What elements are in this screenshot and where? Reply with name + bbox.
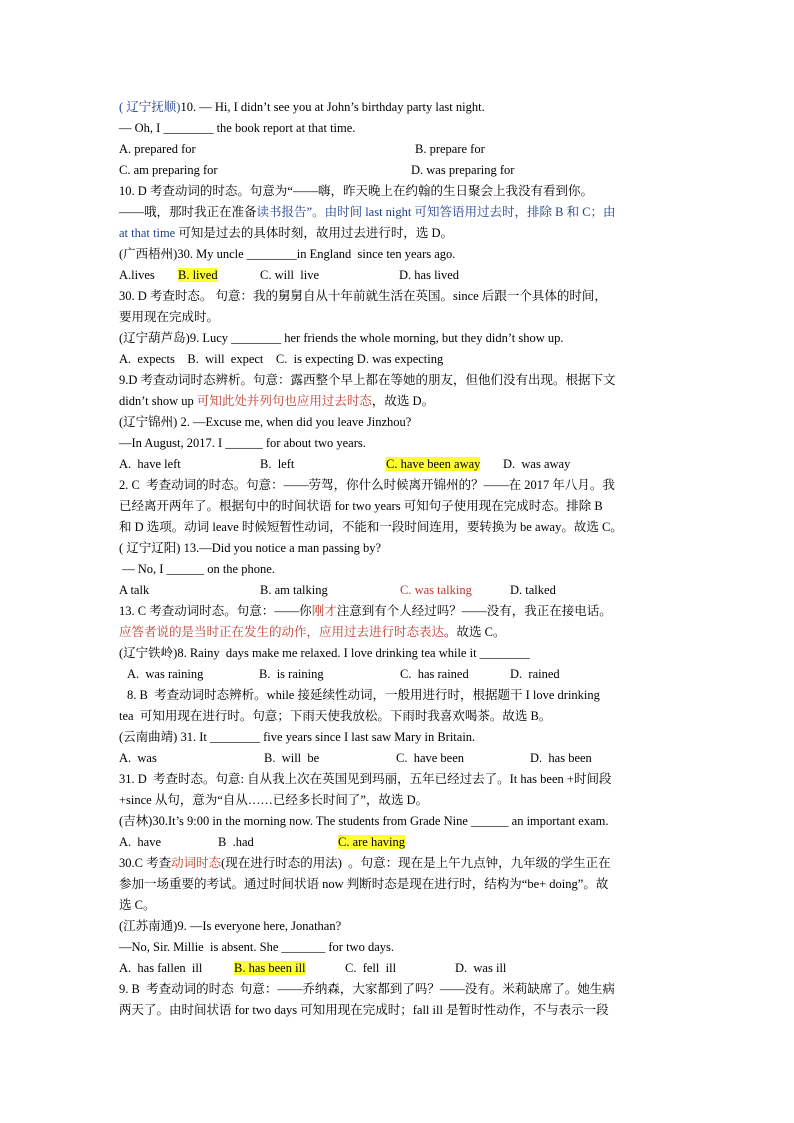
option-d: D. was preparing for xyxy=(411,163,515,177)
answer-text: 30.C 考查 xyxy=(119,856,172,870)
answer-31-line1: 31. D 考查时态。句意: 自从我上次在英国见到玛丽，五年已经过去了。It has been +时间段 xyxy=(119,772,612,786)
option-d: D. rained xyxy=(510,667,560,681)
question-2-reply: —In August, 2017. I ______ for about two years. xyxy=(119,436,366,450)
answer-text: 可知此处并列句也应用过去时态 xyxy=(196,394,372,408)
option-c-highlighted xyxy=(386,455,480,473)
option-b: B. left xyxy=(260,457,295,471)
answer-2-line1: 2. C 考查动词的时态。句意：——劳驾，你什么时候离开锦州的？——在 2017 年八月。我 xyxy=(119,478,615,492)
option-b: B. prepare for xyxy=(415,142,485,156)
answer-13-line2 xyxy=(119,623,505,641)
answer-text: (现在进行时态的用法) 。句意：现在是上午九点钟，九年级的学生正在 xyxy=(221,856,611,870)
answer-text: ，故选 D。 xyxy=(371,394,435,408)
answer-highlight: B. lived xyxy=(178,268,218,282)
answer-text: at that time xyxy=(119,226,176,240)
answer-31-line2: +since 从句，意为“自从……已经多长时间了”，故选 D。 xyxy=(119,793,429,807)
answer-30c-line3: 选 C。 xyxy=(119,898,156,912)
question-13-reply: — No, I ______ on the phone. xyxy=(119,562,275,576)
question-10-stem xyxy=(119,98,485,116)
option-a: A. was xyxy=(119,751,157,765)
option-b: B. will be xyxy=(264,751,320,765)
options-row: A. expects B. will expect C. is expecting D. was expecting xyxy=(119,352,444,366)
answer-text: 刚才 xyxy=(311,604,337,618)
answer-10-line3 xyxy=(119,224,453,242)
option-c: C. will live xyxy=(260,268,320,282)
option-b: B .had xyxy=(218,835,254,849)
option-b: B. am talking xyxy=(260,583,328,597)
option-c-highlighted xyxy=(338,833,405,851)
answer-text: 注意到有个人经过吗？——没有，我正在接电话。 xyxy=(336,604,612,618)
question-text: 10. — Hi, I didn’t see you at John’s birthday party last night. xyxy=(180,100,485,114)
answer-text: 读书报告”。由时间 last night 可知答语用过去时，排除 B 和 C；由 xyxy=(256,205,616,219)
question-9-stem: (辽宁葫芦岛)9. Lucy ________ her friends the whole morning, but they didn’t show up. xyxy=(119,331,564,345)
option-a: A. has fallen ill xyxy=(119,961,203,975)
question-31-stem: (云南曲靖) 31. It ________ five years since I last saw Mary in Britain. xyxy=(119,730,476,744)
answer-text: ——哦，那时我正在准备 xyxy=(119,205,257,219)
answer-30c-line2: 参加一场重要的考试。通过时间状语 now 判断时态是现在进行时，结构为“be+ doing”。故 xyxy=(119,877,609,891)
answer-text: 应答者说的是当时正在发生的动作，应用过去进行时态表达 xyxy=(119,625,445,639)
question-9-nantong-stem: (江苏南通)9. —Is everyone here, Jonathan? xyxy=(119,919,342,933)
answer-8-line1: 8. B 考查动词时态辨析。while 接延续性动词，一般用进行时，根据题干 I love drinking xyxy=(127,688,600,702)
option-d: D. was away xyxy=(503,457,571,471)
question-2-stem: (辽宁锦州) 2. —Excuse me, when did you leave Jinzhou? xyxy=(119,415,412,429)
answer-text: 动词时态 xyxy=(171,856,222,870)
question-8-stem: (辽宁铁岭)8. Rainy days make me relaxed. I love drinking tea while it ________ xyxy=(119,646,530,660)
option-c: C. fell ill xyxy=(345,961,397,975)
option-a: A.lives xyxy=(119,268,155,282)
answer-8-line2: tea 可知用现在进行时。句意；下雨天使我放松。下雨时我喜欢喝茶。故选 B。 xyxy=(119,709,552,723)
option-a: A. prepared for xyxy=(119,142,196,156)
answer-highlight: B. has been ill xyxy=(234,961,306,975)
question-9-nantong-reply: —No, Sir. Millie is absent. She _______ for two days. xyxy=(119,940,394,954)
answer-10-line1: 10. D 考查动词的时态。句意为“——嗨，昨天晚上在约翰的生日聚会上我没有看到你。 xyxy=(119,184,593,198)
answer-text: didn’t show up xyxy=(119,394,197,408)
option-a: A talk xyxy=(119,583,150,597)
answer-text: 可知是过去的具体时刻，故用过去进行时，选 D。 xyxy=(175,226,454,240)
option-b-highlighted xyxy=(178,266,218,284)
answer-highlight: C. are having xyxy=(338,835,405,849)
answer-9-line1: 9.D 考查动词时态辨析。句意：露西整个早上都在等她的朋友，但他们没有出现。根据下文 xyxy=(119,373,616,387)
option-a: A. have xyxy=(119,835,161,849)
option-b: B. is raining xyxy=(259,667,324,681)
option-c: C. has rained xyxy=(400,667,469,681)
option-b-highlighted xyxy=(234,959,306,977)
option-d: D. talked xyxy=(510,583,556,597)
option-c: C. am preparing for xyxy=(119,163,218,177)
question-13-stem: ( 辽宁辽阳) 13.—Did you notice a man passing by? xyxy=(119,541,382,555)
answer-9-line2 xyxy=(119,392,434,410)
answer-30c-line1 xyxy=(119,854,611,872)
question-30-jilin-stem: (吉林)30.It’s 9:00 in the morning now. The students from Grade Nine ______ an important exam. xyxy=(119,814,609,828)
question-30-stem: (广西梧州)30. My uncle ________in England since ten years ago. xyxy=(119,247,456,261)
answer-text: 。故选 C。 xyxy=(444,625,506,639)
option-c-answer: C. was talking xyxy=(400,583,472,597)
answer-30-line2: 要用现在完成时。 xyxy=(119,310,220,324)
option-c: C. have been xyxy=(396,751,465,765)
option-d: D. was ill xyxy=(455,961,507,975)
option-a: A. have left xyxy=(119,457,181,471)
answer-9-nantong-line2: 两天了。由时间状语 for two days 可知用现在完成时；fall ill 是暂时性动作，不与表示一段 xyxy=(119,1003,609,1017)
question-10-reply: — Oh, I ________ the book report at that time. xyxy=(119,121,356,135)
source-tag: ( 辽宁抚顺) xyxy=(119,100,181,114)
answer-9-nantong-line1: 9. B 考查动词的时态 句意：——乔纳森，大家都到了吗？——没有。米莉缺席了。她生病 xyxy=(119,982,615,996)
answer-2-line3: 和 D 选项。动词 leave 时候短暂性动词，不能和一段时间连用，要转换为 be away。故选 C。 xyxy=(119,520,623,534)
option-a: A. was raining xyxy=(127,667,204,681)
answer-highlight: C. have been away xyxy=(386,457,481,471)
answer-30-line1: 30. D 考查时态。 句意：我的舅舅自从十年前就生活在英国。since 后跟一个具体的时间， xyxy=(119,289,607,303)
answer-10-line2 xyxy=(119,203,616,221)
answer-13-line1 xyxy=(119,602,612,620)
option-d: D. has been xyxy=(530,751,592,765)
option-d: D. has lived xyxy=(399,268,460,282)
answer-text: 13. C 考查动词时态。句意：——你 xyxy=(119,604,312,618)
answer-2-line2: 已经离开两年了。根据句中的时间状语 for two years 可知句子使用现在完成时态。排除 B xyxy=(119,499,603,513)
options-row xyxy=(119,140,196,158)
